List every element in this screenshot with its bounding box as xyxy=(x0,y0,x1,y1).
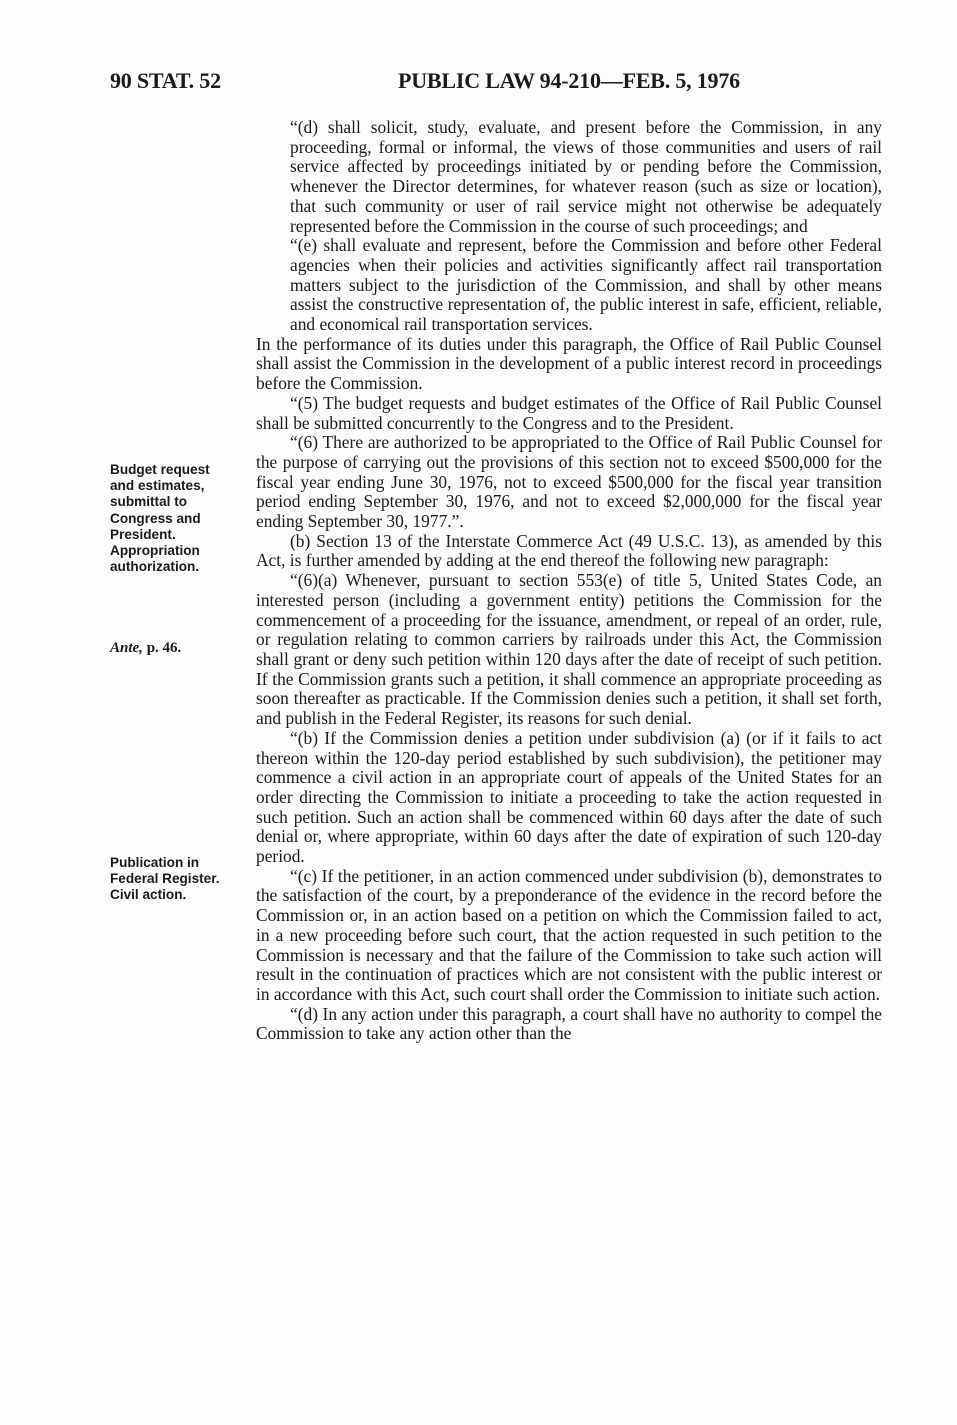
margin-note-line: Federal Register. xyxy=(110,871,220,887)
margin-note-line: Appropriation xyxy=(110,543,200,559)
page-title: PUBLIC LAW 94-210—FEB. 5, 1976 xyxy=(398,68,740,93)
margin-note-ante xyxy=(110,640,181,656)
margin-note-line: Congress and xyxy=(110,510,201,526)
margin-note-budget xyxy=(110,462,210,575)
margin-note-line: Budget request xyxy=(110,462,210,477)
margin-note-publication xyxy=(110,855,220,904)
margin-note-line: and estimates, xyxy=(110,478,205,494)
paragraph-performance: In the performance of its duties under this paragraph, the Office of Rail Public Counsel shall assist the Commission in the development of a public interest record in proceedings before the Commission. xyxy=(256,333,882,394)
paragraph-6: “(6) There are authorized to be appropriated to the Office of Rail Public Counsel for the purpose of carrying out the provisions of this section not to exceed $500,000 for the fiscal year ending June 30, 1976, not to exceed $500,000 for the fiscal year transition period ending September 30, 1976, and not to exceed $2,000,000 for the fiscal year ending September 30, 1977.”. xyxy=(256,432,882,532)
margin-note-line: authorization. xyxy=(110,559,200,575)
paragraph-6b: “(b) If the Commission denies a petition under subdivision (a) (or if it fails to act thereon within the 120-day period established by such subdivision), the petitioner may commence a civil action in an appropriate court of appeals of the United States for an order directing the Commission to initiate a proceeding to take the action requested in such petition. Such an action shall be commenced within 60 days after the date of such denial or, where appropriate, within 60 days after the date of expiration of such 120-day period. xyxy=(256,727,882,867)
paragraph-section-b: (b) Section 13 of the Interstate Commerce Act (49 U.S.C. 13), as amended by this Act, is further amended by adding at the end thereof the following new paragraph: xyxy=(256,530,882,571)
margin-note-line: President. xyxy=(110,526,176,542)
margin-note-line: submittal to xyxy=(110,494,188,510)
paragraph-5: “(5) The budget requests and budget estimates of the Office of Rail Public Counsel shall be submitted concurrently to the Congress and to the President. xyxy=(256,392,882,433)
margin-note-line: Civil action. xyxy=(110,887,187,903)
paragraph-6a: “(6)(a) Whenever, pursuant to section 553(e) of title 5, United States Code, an interested person (including a government entity) petitions the Commission for the commencement of a proceeding for the issuance, amendment, or repeal of an order, rule, or regulation relating to common carriers by railroads under this Act, the Commission shall grant or deny such petition within 120 days after the date of receipt of such petition. If the Commission grants such a petition, it shall commence an appropriate proceeding as soon thereafter as practicable. If the Commission denies such a petition, it shall set forth, and publish in the Federal Register, its reasons for such denial. xyxy=(256,570,882,729)
statute-body xyxy=(256,118,882,1044)
statute-page-number: 90 STAT. 52 xyxy=(110,68,221,93)
margin-note-line: Publication in xyxy=(110,855,200,870)
paragraph-6d: “(d) In any action under this paragraph, a court shall have no authority to compel the Commission to take any action other than the xyxy=(256,1003,882,1044)
ante-italic: Ante, xyxy=(110,640,143,656)
ante-page: p. 46. xyxy=(142,640,182,656)
paragraph-d: “(d) shall solicit, study, evaluate, and present before the Commission, in any proceeding, formal or informal, the views of those communities and users of rail service affected by proceedings initiated by or pending before the Commission, whenever the Director determines, for whatever reason (such as size or location), that such community or user of rail service might not otherwise be adequately represented before the Commission in the course of such proceedings; and xyxy=(290,117,882,236)
paragraph-6c: “(c) If the petitioner, in an action commenced under subdivision (b), demonstrates to the satisfaction of the court, by a preponderance of the evidence in the record before the Commission or, in an action based on a petition on which the Commission failed to act, in a new proceeding before such court, that the action requested in such petition to the Commission is necessary and that the failure of the Commission to take such action will result in the continuation of practices which are not consistent with the public interest or in accordance with this Act, such court shall order the Commission to initiate such action. xyxy=(256,865,882,1004)
paragraph-e: “(e) shall evaluate and represent, before the Commission and before other Federal agencies when their policies and activities significantly affect rail transportation matters subject to the jurisdiction of the Commission, and shall by other means assist the constructive representation of, the public interest in safe, efficient, reliable, and economical rail transportation services. xyxy=(290,235,882,335)
